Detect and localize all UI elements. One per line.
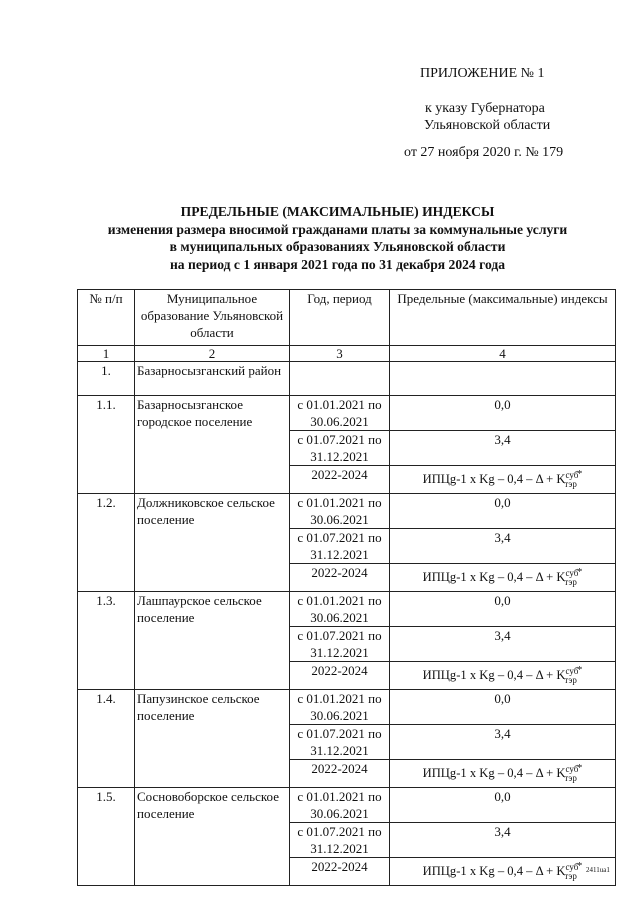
index-first-half: 0,0 [390,592,616,627]
formula-subscript: тэр [564,871,577,881]
title-line-2: изменения размера вносимой гражданами платы за коммунальные услуги [107,221,568,237]
period-first-half: с 01.01.2021 по 30.06.2021 [290,788,390,823]
period-first-half: с 01.01.2021 по 30.06.2021 [290,494,390,529]
settlement-name: Папузинское сельское поселение [135,690,290,788]
page-code: 2411ua1 [586,866,610,874]
row-number: 1.2. [78,494,135,592]
period-first-half: с 01.01.2021 по 30.06.2021 [290,592,390,627]
header-number: № п/п [78,290,135,346]
period-2022-2024: 2022-2024 [290,564,390,592]
period-second-half: с 01.07.2021 по 31.12.2021 [290,823,390,858]
table-row [78,592,616,627]
formula-main: ИПЦg-1 x Kg – 0,4 – Δ + K [422,668,566,682]
decree-line-1: к указу Губернатора [425,101,545,116]
period-first-half: с 01.01.2021 по 30.06.2021 [290,690,390,725]
formula-superscript: суб [565,568,579,578]
formula-superscript: суб [565,862,579,872]
formula-footnote-mark: * [576,664,583,676]
column-number: 1 [78,346,135,362]
formula-footnote-mark: * [576,566,583,578]
formula-subscript: тэр [564,577,577,587]
index-first-half: 0,0 [390,788,616,823]
table-row [78,788,616,823]
index-formula [390,662,616,690]
settlement-name: Лашпаурское сельское поселение [135,592,290,690]
column-number-row [78,346,616,362]
index-formula [390,564,616,592]
formula-subscript: тэр [564,675,577,685]
settlement-name: Базарносызганское городское поселение [135,396,290,494]
appendix-label: ПРИЛОЖЕНИЕ № 1 [420,66,545,81]
formula-superscript: суб [565,666,579,676]
formula-subscript: тэр [564,773,577,783]
row-number: 1.4. [78,690,135,788]
index-second-half: 3,4 [390,725,616,760]
document-title [60,203,615,273]
index-formula [390,760,616,788]
period-2022-2024: 2022-2024 [290,760,390,788]
row-number: 1.3. [78,592,135,690]
formula-main: ИПЦg-1 x Kg – 0,4 – Δ + K [422,766,566,780]
empty-cell [290,362,390,396]
district-number: 1. [78,362,135,396]
formula-superscript: суб [565,470,579,480]
index-formula [390,858,616,886]
formula-footnote-mark: * [576,468,583,480]
formula-subscript: тэр [564,479,577,489]
index-second-half: 3,4 [390,529,616,564]
header-indices: Предельные (максимальные) индексы [390,290,616,346]
period-second-half: с 01.07.2021 по 31.12.2021 [290,431,390,466]
empty-cell [390,362,616,396]
index-first-half: 0,0 [390,690,616,725]
row-number: 1.1. [78,396,135,494]
index-formula [390,466,616,494]
formula-footnote-mark: * [576,762,583,774]
title-line-1: ПРЕДЕЛЬНЫЕ (МАКСИМАЛЬНЫЕ) ИНДЕКСЫ [180,204,495,219]
formula-main: ИПЦg-1 x Kg – 0,4 – Δ + K [422,570,566,584]
index-first-half: 0,0 [390,396,616,431]
period-second-half: с 01.07.2021 по 31.12.2021 [290,725,390,760]
period-2022-2024: 2022-2024 [290,858,390,886]
title-line-4: на период с 1 января 2021 года по 31 декабря 2024 года [169,256,506,272]
table-row [78,690,616,725]
table-header-row [78,290,616,346]
formula-footnote-mark: * [576,860,583,872]
column-number: 4 [390,346,616,362]
index-second-half: 3,4 [390,823,616,858]
row-number: 1.5. [78,788,135,886]
settlement-name: Сосновоборское сельское поселение [135,788,290,886]
header-municipality: Муниципальное образование Ульяновской области [135,290,290,346]
table-row [78,396,616,431]
district-name: Базарносызганский район [135,362,290,396]
period-second-half: с 01.07.2021 по 31.12.2021 [290,529,390,564]
column-number: 3 [290,346,390,362]
index-second-half: 3,4 [390,431,616,466]
period-2022-2024: 2022-2024 [290,466,390,494]
period-second-half: с 01.07.2021 по 31.12.2021 [290,627,390,662]
indices-table [77,289,616,886]
formula-main: ИПЦg-1 x Kg – 0,4 – Δ + K [422,472,566,486]
header-period: Год, период [290,290,390,346]
period-first-half: с 01.01.2021 по 30.06.2021 [290,396,390,431]
index-first-half: 0,0 [390,494,616,529]
formula-superscript: суб [565,764,579,774]
decree-line-2: Ульяновской области [424,118,551,133]
decree-date: от 27 ноября 2020 г. № 179 [404,145,564,160]
settlement-name: Должниковское сельское поселение [135,494,290,592]
formula-main: ИПЦg-1 x Kg – 0,4 – Δ + K [422,864,566,878]
title-line-3: в муниципальных образованиях Ульяновской области [169,239,506,255]
index-second-half: 3,4 [390,627,616,662]
table-row [78,494,616,529]
period-2022-2024: 2022-2024 [290,662,390,690]
district-row [78,362,616,396]
column-number: 2 [135,346,290,362]
